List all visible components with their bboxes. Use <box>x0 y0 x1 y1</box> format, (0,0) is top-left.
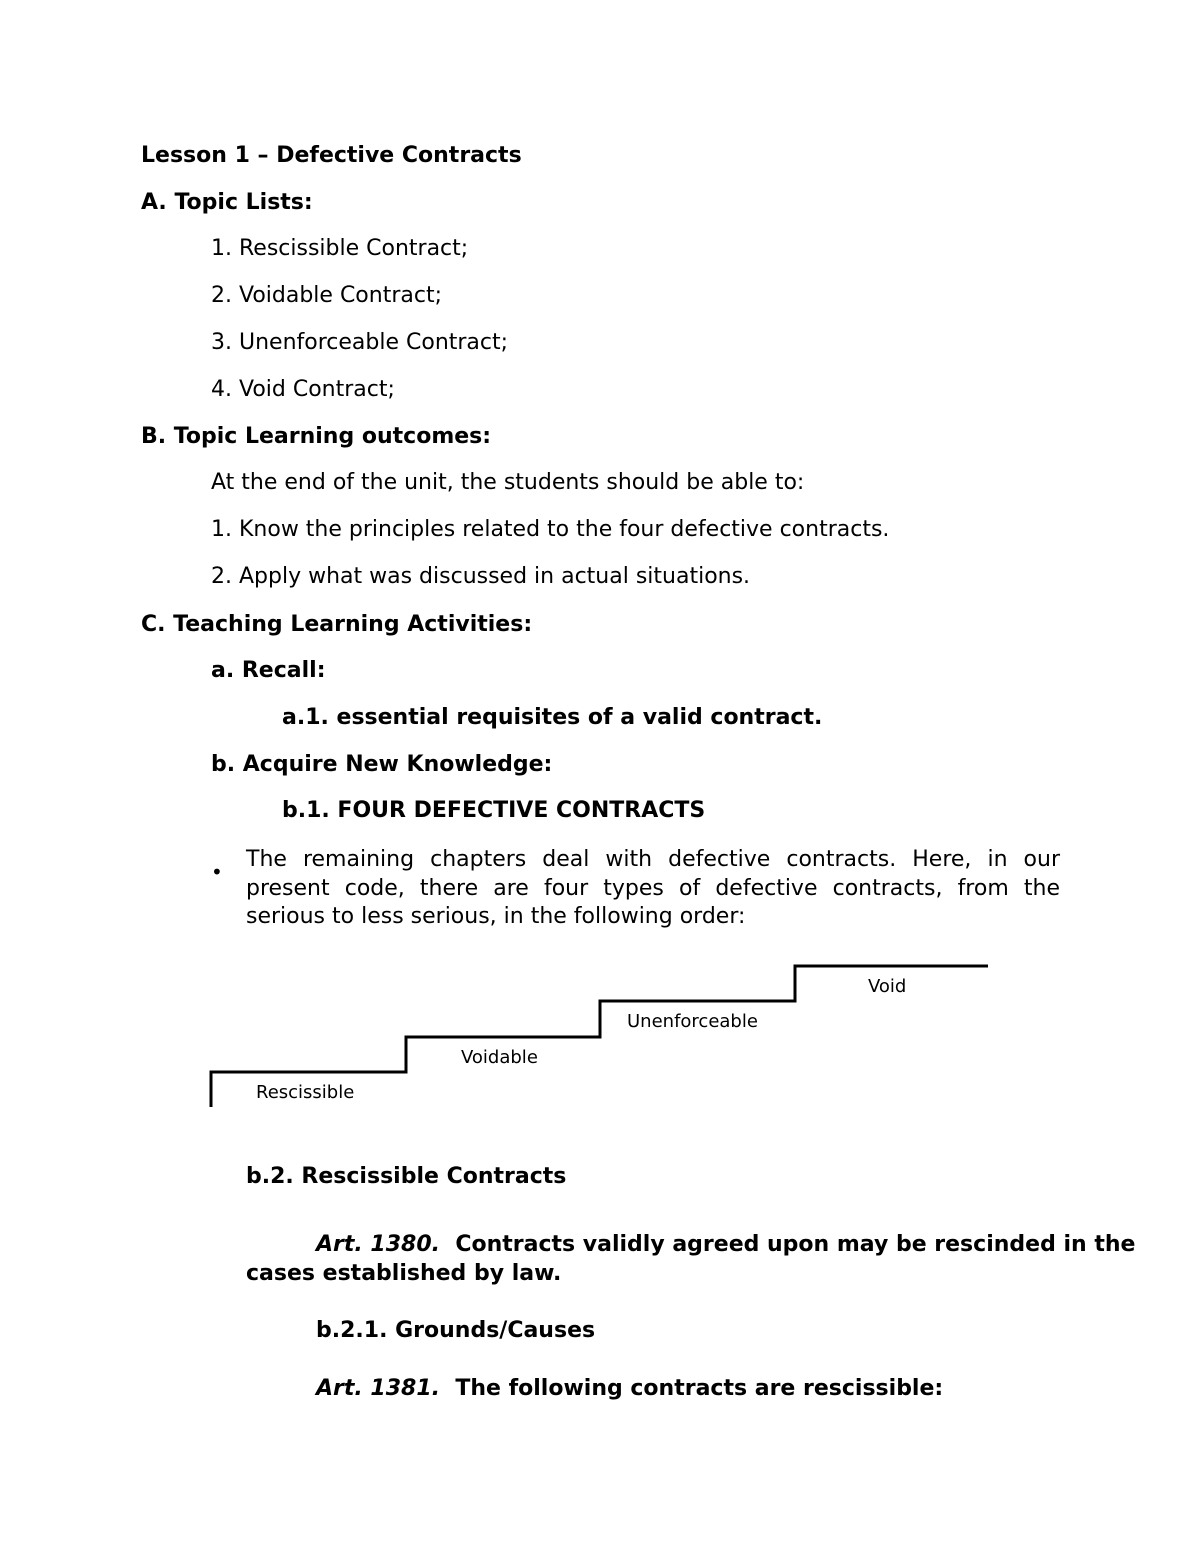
art-1380-line1 <box>316 1231 1135 1259</box>
recall-item: a.1. essential requisites of a valid contract. <box>282 705 823 730</box>
topic-list-item: 3. Unenforceable Contract; <box>211 330 509 355</box>
learning-outcome-item: 1. Know the principles related to the four defective contracts. <box>211 517 890 542</box>
learning-outcomes-intro: At the end of the unit, the students should be able to: <box>211 470 805 495</box>
b21-heading: b.2.1. Grounds/Causes <box>316 1318 596 1343</box>
art-1380-text-1: Contracts validly agreed upon may be rescinded in the <box>455 1232 1136 1257</box>
art-1381-line <box>316 1375 943 1403</box>
art-1380-text-2: cases established by law. <box>246 1261 562 1286</box>
topic-lists-heading: A. Topic Lists: <box>141 190 313 215</box>
learning-outcomes-heading: B. Topic Learning outcomes: <box>141 424 492 449</box>
recall-heading: a. Recall: <box>211 658 326 683</box>
learning-outcome-item: 2. Apply what was discussed in actual situations. <box>211 564 751 589</box>
art-1381-label: Art. 1381. <box>316 1376 440 1401</box>
lesson-title: Lesson 1 – Defective Contracts <box>141 143 522 168</box>
activities-heading: C. Teaching Learning Activities: <box>141 612 533 637</box>
bullet-paragraph: The remaining chapters deal with defective contracts. Here, in our present code, there are four types of defective contracts, from the serious to less serious, in the following order: <box>246 847 1060 929</box>
stair-label-unenforceable: Unenforceable <box>627 1011 758 1032</box>
stair-label-rescissible: Rescissible <box>256 1082 355 1103</box>
stair-label-voidable: Voidable <box>461 1047 538 1068</box>
topic-list-item: 2. Voidable Contract; <box>211 283 442 308</box>
topic-list-item: 1. Rescissible Contract; <box>211 236 469 261</box>
b1-heading: b.1. FOUR DEFECTIVE CONTRACTS <box>282 798 706 823</box>
art-1381-text: The following contracts are rescissible: <box>455 1376 944 1401</box>
topic-list-item: 4. Void Contract; <box>211 377 395 402</box>
bullet-icon: • <box>211 860 223 884</box>
art-1380-label: Art. 1380. <box>316 1232 440 1257</box>
acquire-heading: b. Acquire New Knowledge: <box>211 752 553 777</box>
b2-heading: b.2. Rescissible Contracts <box>246 1164 567 1189</box>
stair-label-void: Void <box>868 976 907 997</box>
